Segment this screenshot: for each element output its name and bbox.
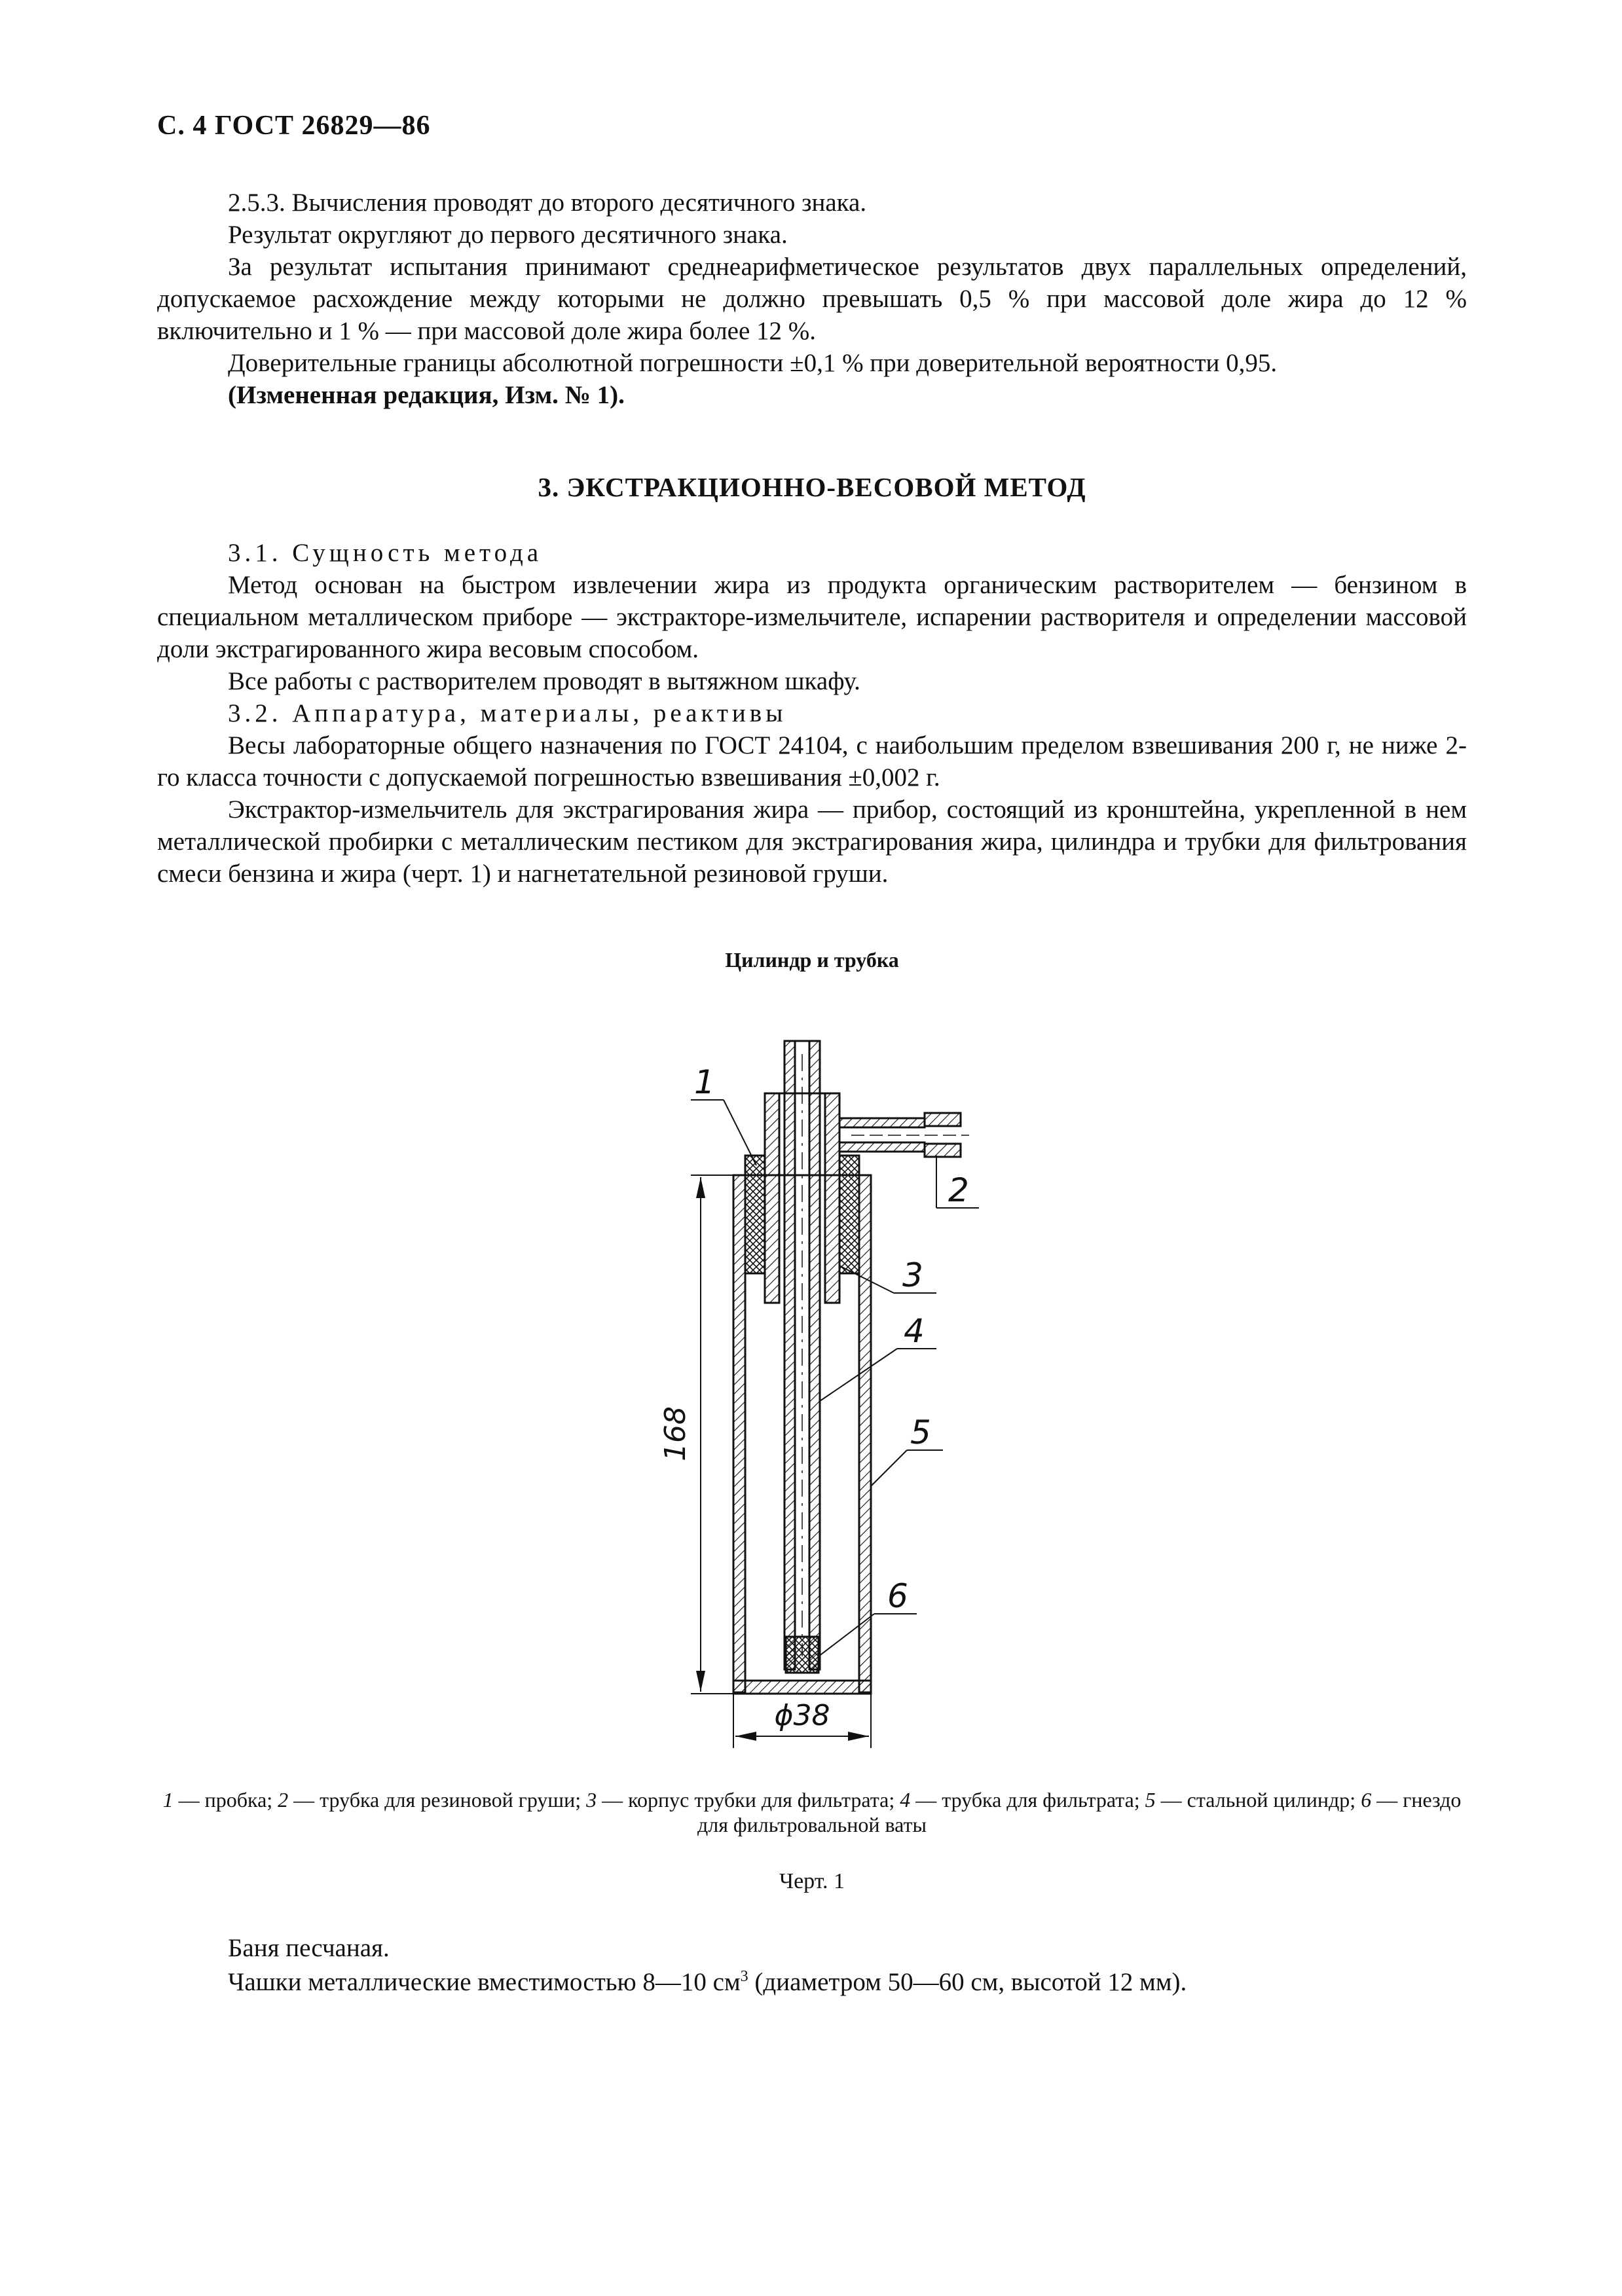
part-label-3: 3 bbox=[902, 1256, 923, 1294]
legend-text: — пробка; bbox=[173, 1788, 278, 1812]
figure-legend bbox=[157, 1787, 1467, 1837]
part-label-1: 1 bbox=[694, 1063, 715, 1101]
paragraph: Доверительные границы абсолютной погрешности ±0,1 % при доверительной вероятности 0,95. bbox=[228, 349, 1278, 377]
legend-number: 3 bbox=[586, 1788, 597, 1812]
part-label-5: 5 bbox=[910, 1413, 931, 1451]
paragraph: Результат округляют до первого десятичного знака. bbox=[228, 221, 788, 249]
running-head: С. 4 ГОСТ 26829—86 bbox=[157, 111, 431, 141]
legend-text: — гнездо для фильтровальной ваты bbox=[697, 1788, 1462, 1836]
subsection-heading: 3.2. Аппаратура, материалы, реактивы bbox=[228, 699, 787, 727]
height-dimension bbox=[691, 1175, 733, 1694]
legend-number: 2 bbox=[278, 1788, 289, 1812]
legend-text: — трубка для фильтрата; bbox=[910, 1788, 1145, 1812]
side-nozzle bbox=[839, 1113, 969, 1157]
subsection-heading: 3.1. Сущность метода bbox=[228, 539, 543, 567]
paragraph: Баня песчаная. bbox=[228, 1934, 390, 1962]
legend-number: 4 bbox=[900, 1788, 911, 1812]
technical-drawing bbox=[629, 1008, 995, 1768]
paragraph: За результат испытания принимают среднеарифметическое результатов двух параллельных определений, допускаемое расхождение между которыми не должно превышать 0,5 % при массовой доле жира до 12 % включительно и 1 % — при массовой доле жира более 12 %. bbox=[157, 253, 1467, 345]
legend-text: — трубка для резиновой груши; bbox=[288, 1788, 587, 1812]
legend-number: 5 bbox=[1145, 1788, 1156, 1812]
diameter-dimension-label: ϕ38 bbox=[774, 1699, 830, 1732]
part-label-6: 6 bbox=[887, 1577, 908, 1615]
paragraph: 2.5.3. Вычисления проводят до второго десятичного знака. bbox=[228, 189, 867, 217]
after-figure-text bbox=[157, 1931, 1467, 1999]
part-label-4: 4 bbox=[904, 1312, 925, 1350]
section-2-5-3 bbox=[157, 187, 1467, 411]
part-label-2: 2 bbox=[948, 1171, 969, 1209]
figure-number: Черт. 1 bbox=[779, 1869, 845, 1893]
legend-text: — стальной цилиндр; bbox=[1155, 1788, 1361, 1812]
figure-title: Цилиндр и трубка bbox=[725, 948, 899, 972]
height-dimension-label: 168 bbox=[659, 1406, 692, 1461]
filtrate-tube bbox=[784, 1041, 820, 1669]
paragraph bbox=[157, 1965, 1467, 1999]
legend-text: — корпус трубки для фильтрата; bbox=[597, 1788, 900, 1812]
paragraph: Экстрактор-измельчитель для экстрагирования жира — прибор, состоящий из кронштейна, укрепленной в нем металлической пробирки с металлическим пестиком для экстрагирования жира, цилиндра и трубки для фильтрования смеси бензина и жира (черт. 1) и нагнетательной резиновой груши. bbox=[157, 795, 1467, 888]
legend-number: 6 bbox=[1361, 1788, 1372, 1812]
section-3-body bbox=[157, 537, 1467, 890]
paragraph-text: Чашки металлические вместимостью 8—10 см bbox=[228, 1968, 741, 1996]
section-title: 3. ЭКСТРАКЦИОННО-ВЕСОВОЙ МЕТОД bbox=[538, 472, 1086, 502]
superscript: 3 bbox=[740, 1968, 748, 1985]
paragraph: Все работы с растворителем проводят в вытяжном шкафу. bbox=[228, 667, 860, 695]
legend-number: 1 bbox=[162, 1788, 174, 1812]
amendment-note: (Измененная редакция, Изм. № 1). bbox=[228, 381, 625, 409]
filter-seat bbox=[786, 1637, 819, 1673]
paragraph: Весы лабораторные общего назначения по ГОСТ 24104, с наибольшим пределом взвешивания 200 г, не ниже 2-го класса точности с допускаемой погрешностью взвешивания ±0,002 г. bbox=[157, 731, 1467, 792]
paragraph-text: (диаметром 50—60 см, высотой 12 мм). bbox=[748, 1968, 1187, 1996]
paragraph: Метод основан на быстром извлечении жира из продукта органическим растворителем — бензином в специальном металлическом приборе — экстракторе-измельчителе, испарении растворителя и определении массовой доли экстрагированного жира весовым способом. bbox=[157, 571, 1467, 663]
